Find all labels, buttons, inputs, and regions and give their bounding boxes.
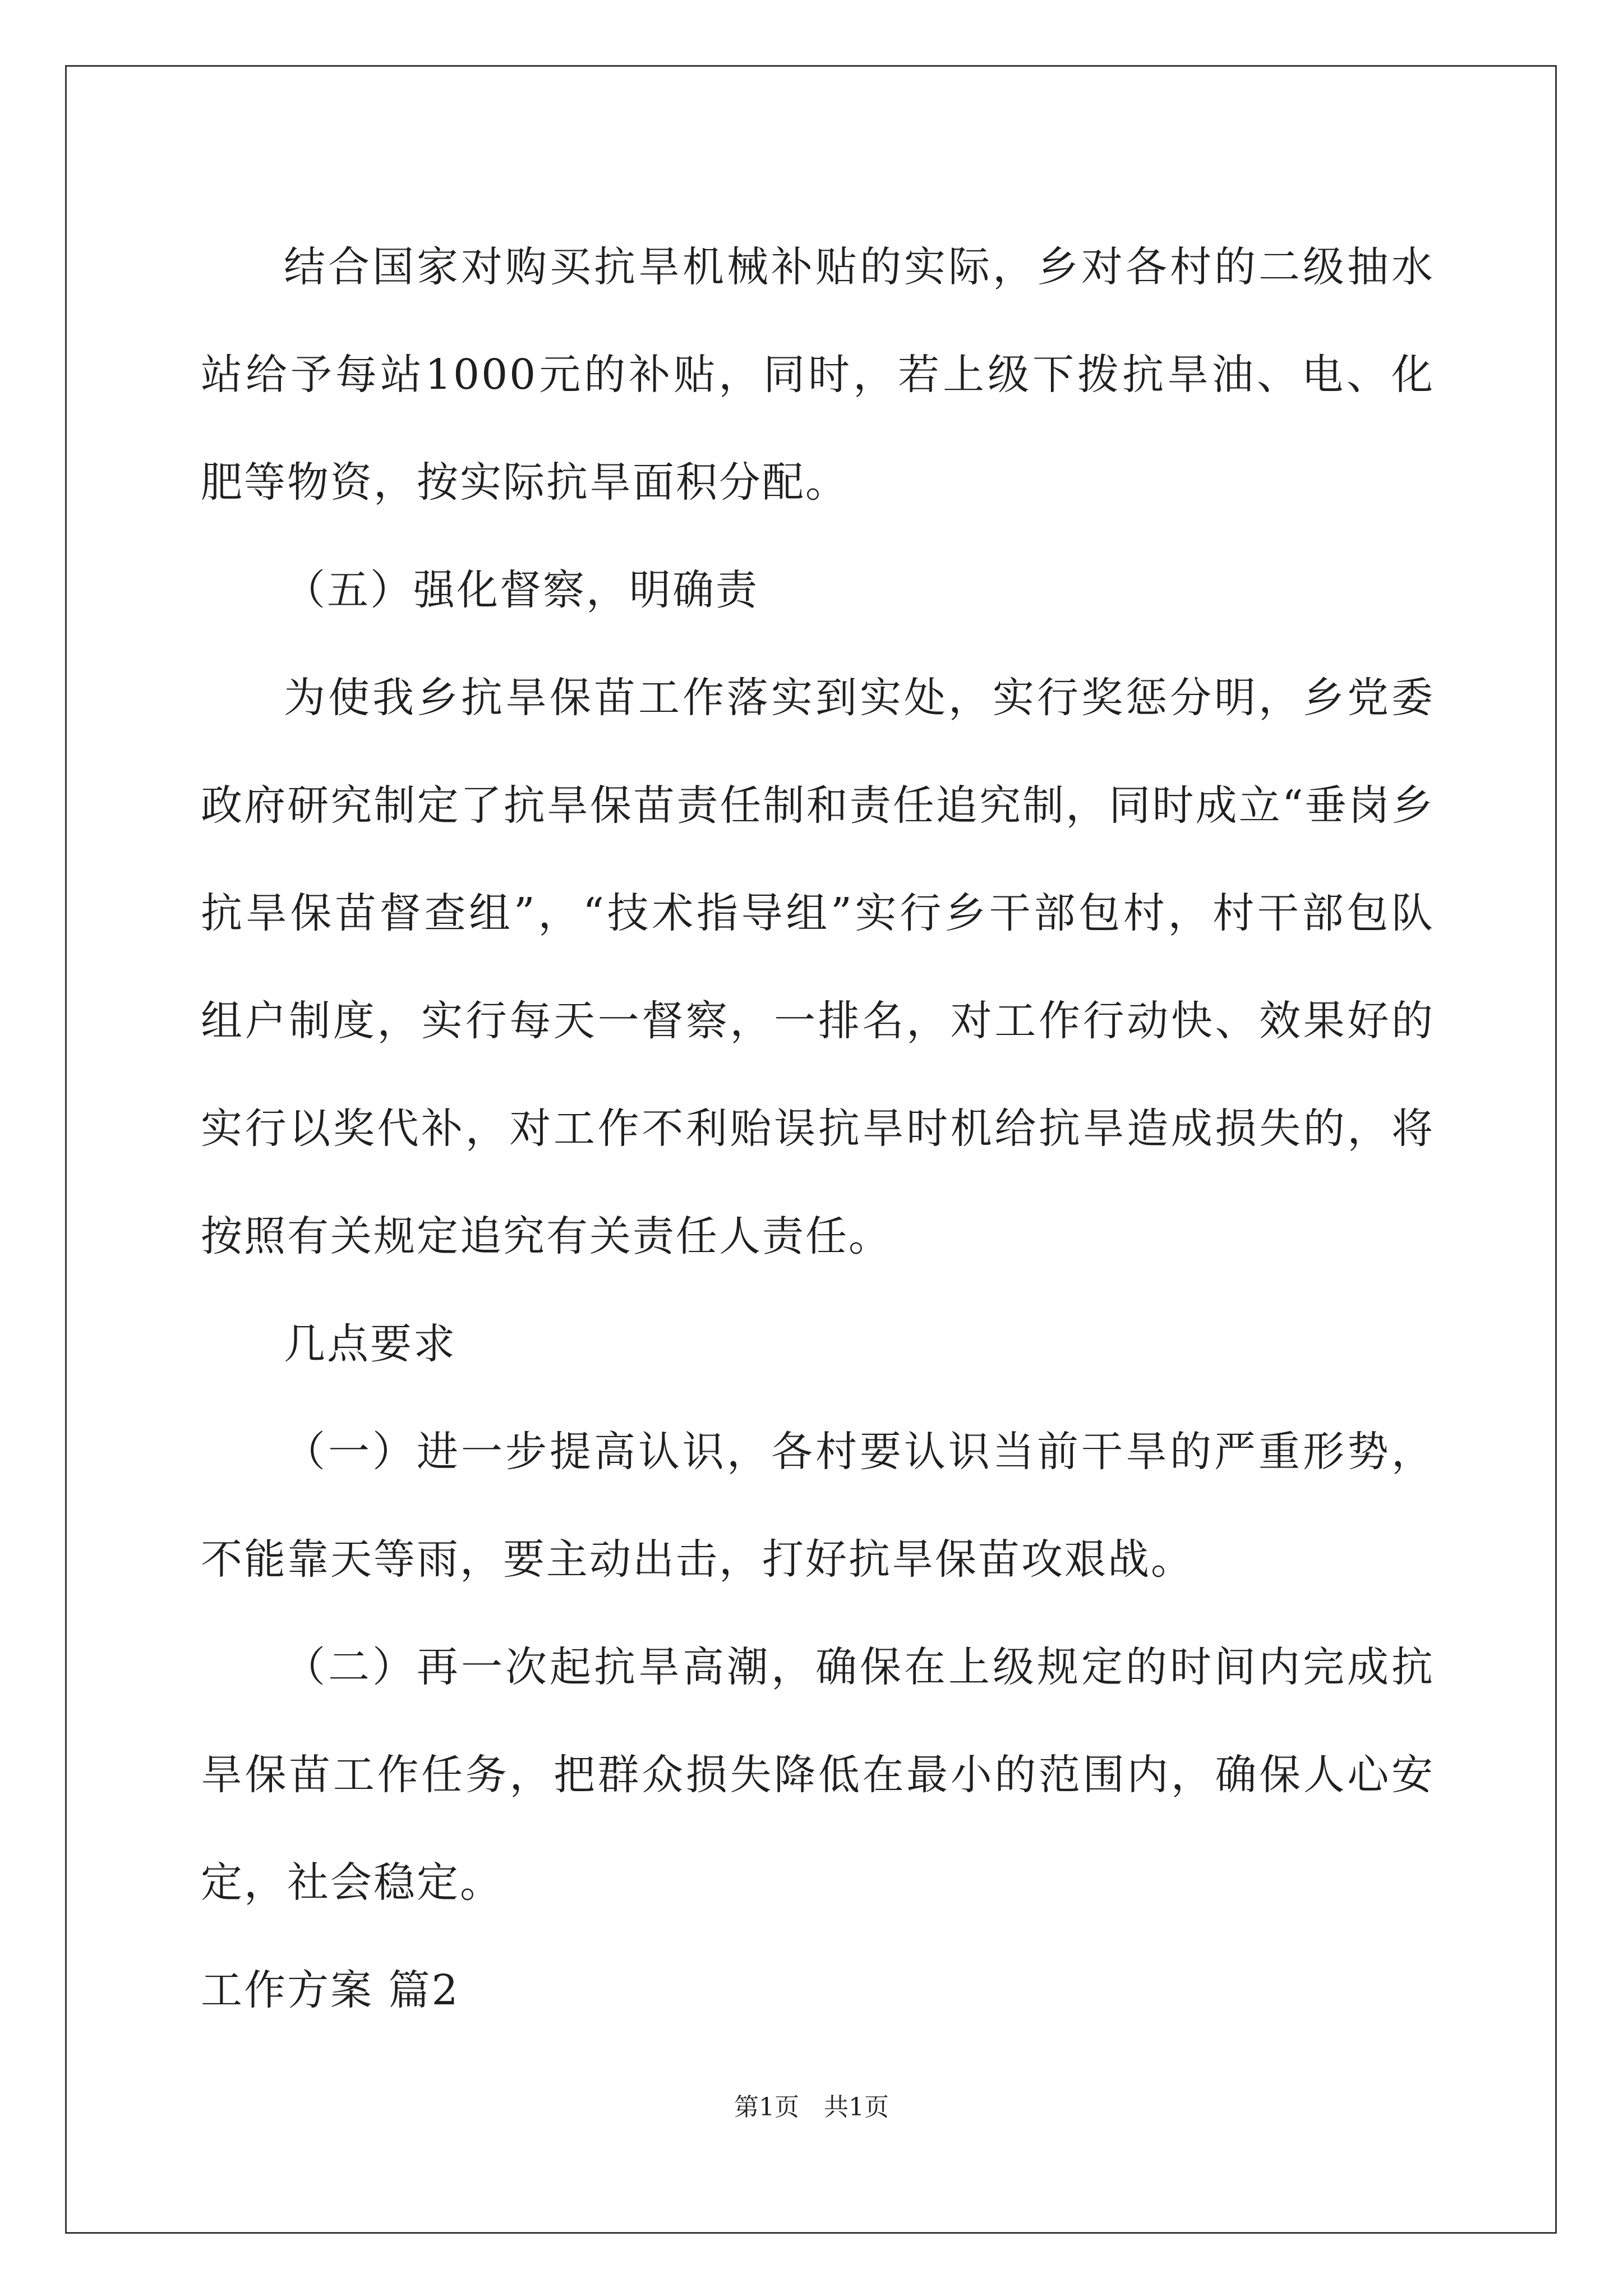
paragraph-requirement-one: （一）进一步提高认识，各村要认识当前干旱的严重形势，不能靠天等雨，要主动出击，打好抗旱保苗攻艰战。 (201, 1428, 1435, 1584)
heading-plan-part-2: 工作方案 篇2 (201, 1966, 460, 2014)
heading-section-five: （五）强化督察，明确责 (284, 566, 759, 614)
document-body (201, 213, 1435, 2044)
page-footer: 第1页 共1页 (734, 2093, 889, 2122)
paragraph-requirement-two: （二）再一次起抗旱高潮，确保在上级规定的时间内完成抗旱保苗工作任务，把群众损失降低在最小的范围内，确保人心安定，社会稳定。 (201, 1643, 1435, 1907)
paragraph-subsidy: 结合国家对购买抗旱机械补贴的实际，乡对各村的二级抽水站给予每站1000元的补贴，同时，若上级下拨抗旱油、电、化肥等物资，按实际抗旱面积分配。 (201, 243, 1435, 507)
heading-requirements: 几点要求 (284, 1320, 457, 1368)
paragraph-supervision: 为使我乡抗旱保苗工作落实到实处，实行奖惩分明，乡党委政府研究制定了抗旱保苗责任制和责任追究制，同时成立“垂岗乡抗旱保苗督查组”，“技术指导组”实行乡干部包村，村干部包队组户制度，实行每天一督察，一排名，对工作行动快、效果好的实行以奖代补，对工作不利贻误抗旱时机给抗旱造成损失的，将按照有关规定追究有关责任人责任。 (201, 674, 1435, 1260)
